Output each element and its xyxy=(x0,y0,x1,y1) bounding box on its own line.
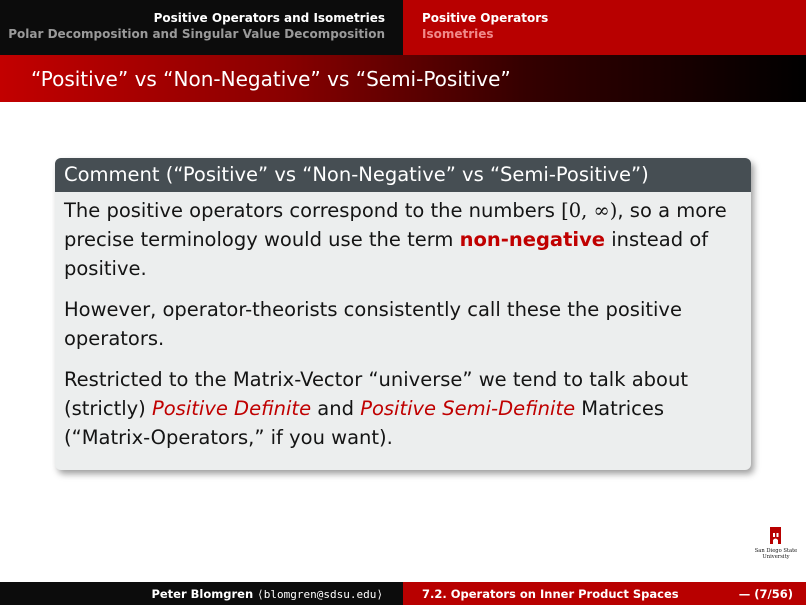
header-subsections xyxy=(403,0,806,55)
footer-author xyxy=(151,587,383,601)
p1-text-c: instead of positive. xyxy=(64,228,709,280)
nav-section-current[interactable]: Positive Operators and Isometries xyxy=(153,11,385,25)
header-sections xyxy=(0,0,403,55)
interval-math: [0, ∞) xyxy=(561,199,618,222)
page-number: — (7/56) xyxy=(738,587,793,601)
p3-text-c: Matrices (“Matrix-Operators,” if you want). xyxy=(64,397,665,449)
logo-text-line2: University xyxy=(762,554,790,560)
footer-left xyxy=(0,582,403,605)
p1-text-a: The positive operators correspond to the numbers xyxy=(64,199,562,222)
paragraph-1 xyxy=(64,196,742,283)
paragraph-3 xyxy=(64,365,742,452)
footer-right xyxy=(403,582,806,605)
paragraph-2: However, operator-theorists consistently call these the positive operators. xyxy=(64,298,682,350)
logo-top xyxy=(770,527,781,530)
nav-subsection-current[interactable]: Positive Operators xyxy=(422,11,549,25)
sdsu-logo xyxy=(747,525,805,567)
frame-title-bar xyxy=(0,55,806,102)
author-name: Peter Blomgren xyxy=(151,587,254,601)
footer xyxy=(0,582,806,605)
p3-text-a: Restricted to the Matrix-Vector “universe” we tend to talk about (strictly) xyxy=(64,368,688,420)
block-title: Comment (“Positive” vs “Non-Negative” vs “Semi-Positive”) xyxy=(55,158,751,192)
logo-window-left xyxy=(773,533,775,537)
alert-term: non-negative xyxy=(459,228,606,251)
comment-block xyxy=(55,158,751,470)
nav-section-other[interactable]: Polar Decomposition and Singular Value Decomposition xyxy=(8,27,385,41)
footer-section-title: 7.2. Operators on Inner Product Spaces xyxy=(422,587,679,601)
logo-window-right xyxy=(777,533,779,537)
logo-text-line1: San Diego State xyxy=(754,548,798,554)
emph-positive-semi-definite: Positive Semi-Definite xyxy=(360,397,576,420)
nav-subsection-other[interactable]: Isometries xyxy=(422,27,494,41)
frame-title: “Positive” vs “Non-Negative” vs “Semi-Positive” xyxy=(31,67,511,91)
p3-text-b: and xyxy=(311,397,361,420)
header-navigation xyxy=(0,0,806,55)
emph-positive-definite: Positive Definite xyxy=(151,397,312,420)
logo-arch xyxy=(773,539,778,545)
block-body xyxy=(55,192,751,452)
author-email: ⟨blomgren@sdsu.edu⟩ xyxy=(257,588,383,601)
p1-text-b: , so a more precise terminology would use the term xyxy=(64,199,727,251)
